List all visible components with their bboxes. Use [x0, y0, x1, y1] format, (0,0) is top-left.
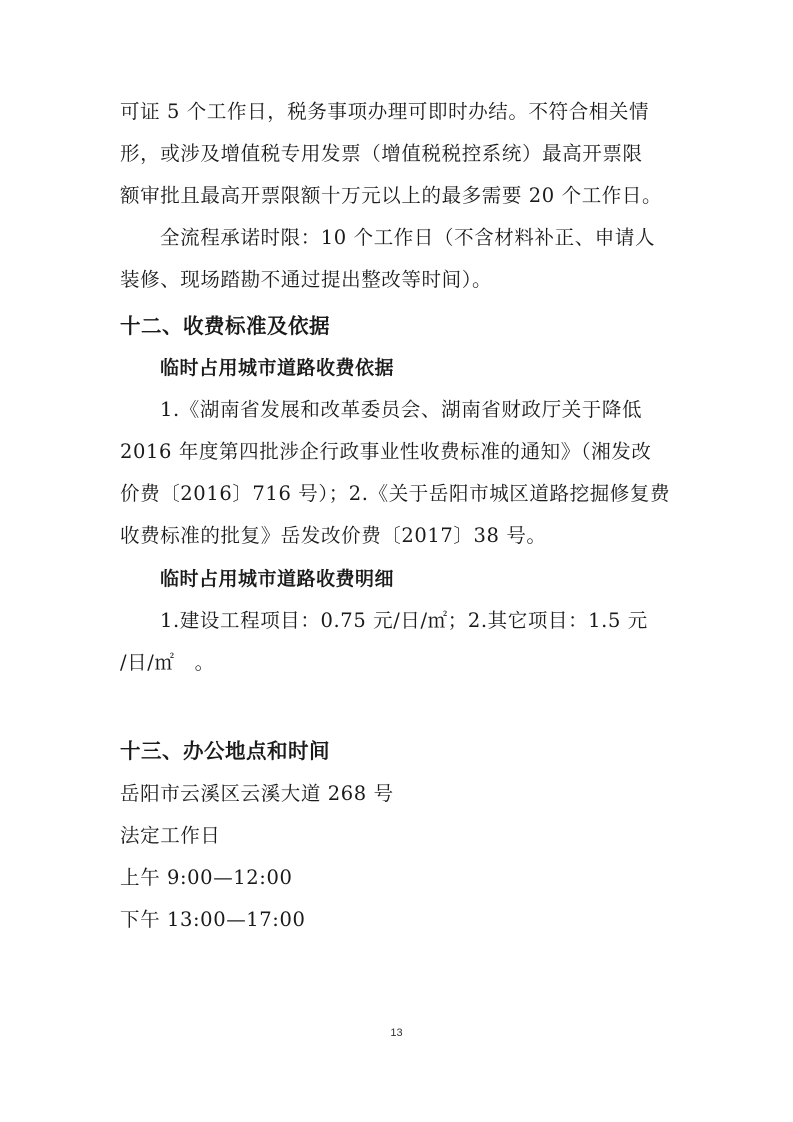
paragraph-line: 全流程承诺时限：10 个工作日（不含材料补正、申请人: [160, 226, 656, 249]
fee-basis-subheading: 临时占用城市道路收费依据: [160, 357, 395, 379]
section-13-heading: 十三、办公地点和时间: [120, 739, 330, 763]
afternoon-hours: 下午 13:00—17:00: [120, 908, 306, 931]
paragraph-line: 装修、现场踏勘不通过提出整改等时间）。: [120, 268, 493, 291]
paragraph-line: 额审批且最高开票限额十万元以上的最多需要 20 个工作日。: [120, 184, 663, 207]
workdays-text: 法定工作日: [120, 824, 221, 847]
page-number: 13: [390, 1027, 403, 1039]
paragraph-line: 1.建设工程项目：0.75 元/日/㎡；2.其它项目：1.5 元: [160, 609, 648, 632]
paragraph-line: /日/㎡ 。: [120, 651, 215, 674]
office-address: 岳阳市云溪区云溪大道 268 号: [120, 782, 394, 805]
paragraph-line: 价费〔2016〕716 号）；2.《关于岳阳市城区道路挖掘修复费: [120, 482, 671, 505]
morning-hours: 上午 9:00—12:00: [120, 866, 293, 889]
paragraph-line: 2016 年度第四批涉企行政事业性收费标准的通知》（湘发改: [120, 440, 652, 463]
paragraph-line: 1.《湖南省发展和改革委员会、湖南省财政厅关于降低: [160, 398, 643, 421]
paragraph-line: 形，或涉及增值税专用发票（增值税税控系统）最高开票限: [120, 142, 643, 165]
paragraph-line: 收费标准的批复》岳发改价费〔2017〕38 号。: [120, 524, 547, 547]
fee-detail-subheading: 临时占用城市道路收费明细: [160, 568, 395, 590]
paragraph-line: 可证 5 个工作日，税务事项办理可即时办结。不符合相关情: [120, 100, 650, 123]
section-12-heading: 十二、收费标准及依据: [120, 314, 330, 338]
